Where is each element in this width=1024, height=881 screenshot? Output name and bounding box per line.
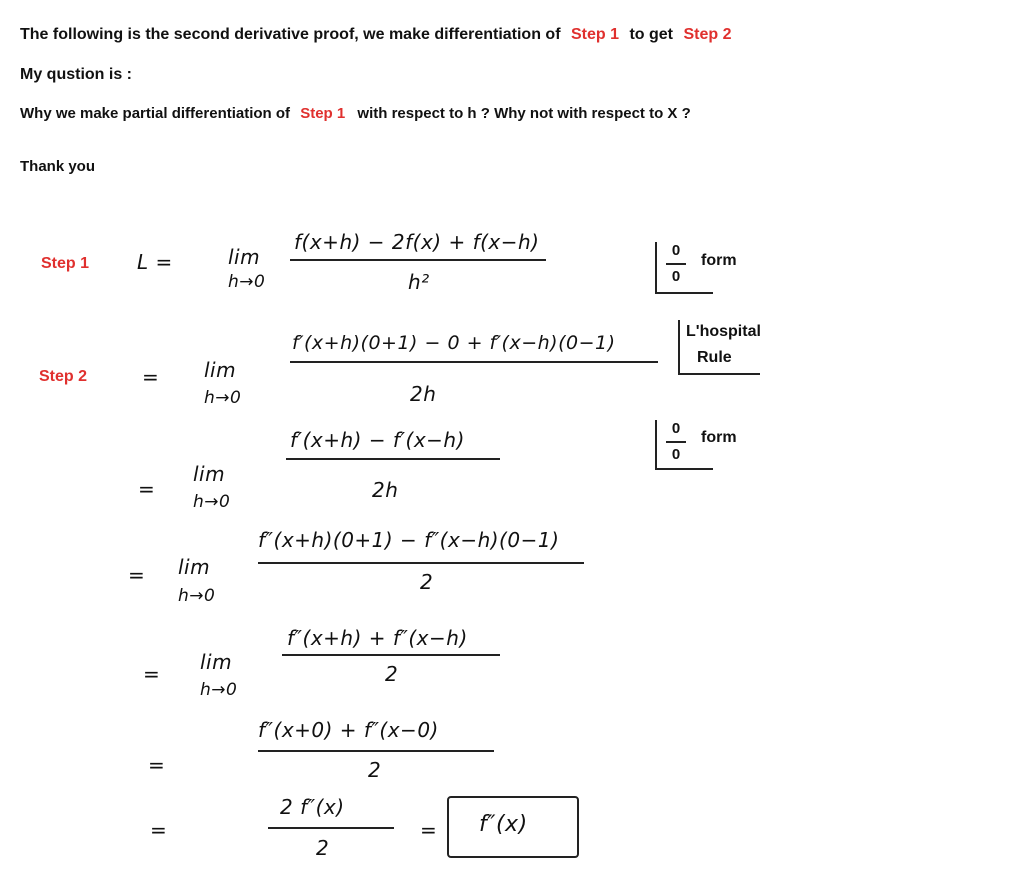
lim-label: lim	[178, 555, 211, 579]
intro-text: with respect to h ? Why not with respect to X ?	[357, 105, 691, 122]
h-to-0: h→0	[228, 272, 266, 292]
equals-sign: =	[138, 477, 156, 501]
equals-sign: =	[143, 662, 161, 686]
step1-numerator: f(x+h) − 2f(x) + f(x−h)	[294, 230, 540, 254]
step2-numerator: f′(x+h)(0+1) − 0 + f′(x−h)(0−1)	[292, 332, 616, 354]
step4-denominator: 2	[420, 570, 434, 594]
h-to-0: h→0	[178, 586, 216, 606]
lhospital-label: L'hospital	[686, 323, 761, 340]
zero-num: 0	[671, 420, 681, 437]
equals-sign: =	[128, 563, 146, 587]
lim-label: lim	[200, 650, 233, 674]
step1-denominator: h²	[408, 270, 430, 294]
step3-denominator: 2h	[372, 478, 399, 502]
step5-numerator: f″(x+h) + f″(x−h)	[287, 626, 468, 650]
note-underline	[655, 292, 713, 294]
step3-numerator: f′(x+h) − f′(x−h)	[290, 428, 465, 452]
lim-label: lim	[193, 462, 226, 486]
result-box	[447, 796, 579, 858]
equals-sign: =	[142, 365, 160, 389]
form-label: form	[701, 252, 737, 269]
fraction-bar	[282, 654, 500, 656]
step2-ref: Step 2	[683, 26, 732, 43]
step2-denominator: 2h	[410, 382, 437, 406]
result-value: f″(x)	[479, 812, 528, 837]
intro-line-2: My qustion is :	[20, 66, 132, 83]
fraction-bar	[290, 259, 546, 261]
equals-sign: =	[150, 818, 168, 842]
intro-text: Why we make partial differentiation of	[20, 105, 291, 122]
fraction-bar	[286, 458, 500, 460]
equals-sign: =	[148, 753, 166, 777]
h-to-0: h→0	[193, 492, 231, 512]
step1-label: Step 1	[41, 255, 90, 272]
fraction-bar	[258, 750, 494, 752]
form-label: form	[701, 429, 737, 446]
step5-denominator: 2	[385, 662, 399, 686]
zero-den: 0	[671, 446, 681, 463]
intro-line-1	[20, 26, 731, 44]
fraction-bar	[268, 827, 394, 829]
mini-fraction-bar	[666, 263, 686, 265]
step7-numerator: 2 f″(x)	[280, 795, 345, 819]
fraction-bar	[290, 361, 658, 363]
step6-numerator: f″(x+0) + f″(x−0)	[258, 718, 439, 742]
intro-text: to get	[629, 26, 673, 43]
h-to-0: h→0	[200, 680, 238, 700]
intro-text: The following is the second derivative proof, we make differentiation of	[20, 26, 561, 43]
mini-fraction-bar	[666, 441, 686, 443]
note-bracket	[678, 320, 680, 375]
lim-label: lim	[204, 358, 237, 382]
intro-line-3	[20, 105, 691, 122]
step7-denominator: 2	[316, 836, 330, 860]
step6-denominator: 2	[368, 758, 382, 782]
fraction-bar	[258, 562, 584, 564]
step1-ref: Step 1	[570, 26, 619, 43]
zero-num: 0	[671, 242, 681, 259]
h-to-0: h→0	[204, 388, 242, 408]
note-underline	[678, 373, 760, 375]
step1-ref: Step 1	[300, 105, 346, 122]
equals-sign: =	[420, 818, 438, 842]
step2-label: Step 2	[39, 368, 88, 385]
intro-line-4: Thank you	[20, 158, 96, 175]
step4-numerator: f″(x+h)(0+1) − f″(x−h)(0−1)	[258, 528, 560, 552]
note-underline	[655, 468, 713, 470]
lim-label: lim	[228, 245, 261, 269]
zero-den: 0	[671, 268, 681, 285]
rule-label: Rule	[697, 349, 732, 366]
L-equals: L =	[137, 250, 173, 274]
